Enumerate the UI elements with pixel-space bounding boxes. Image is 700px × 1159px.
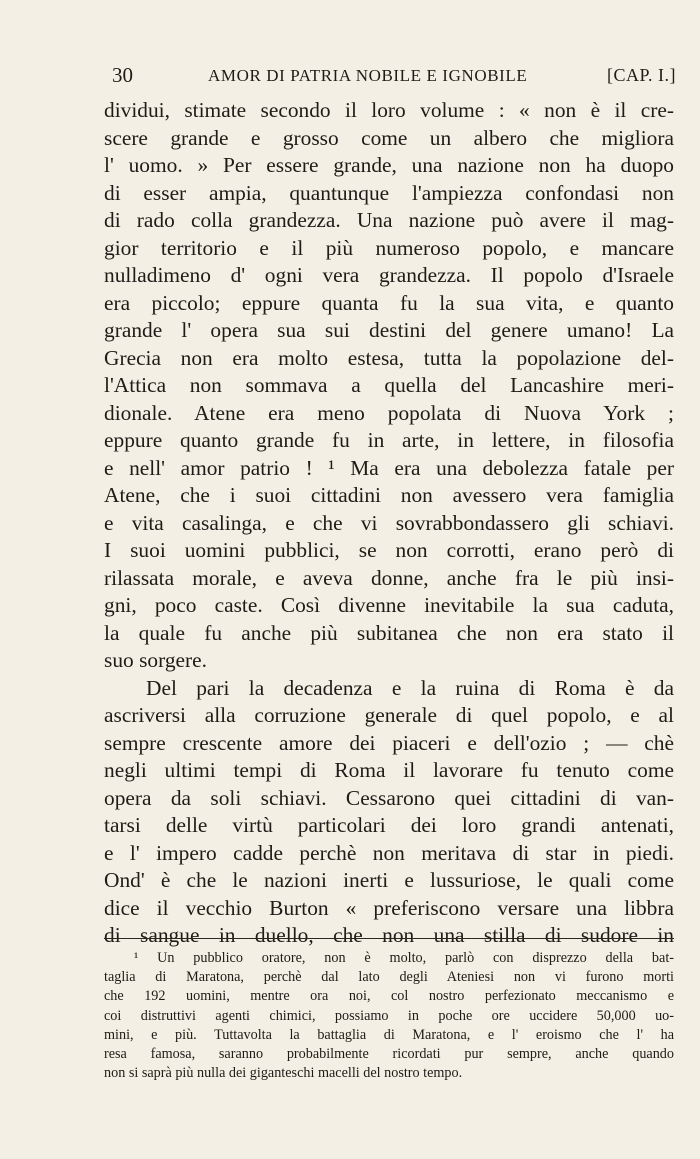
footnote-line: ¹ Un pubblico oratore, non è molto, parlò con disprezzo della bat- (134, 950, 674, 966)
text-line: di esser ampia, quantunque l'ampiezza confondasi non (104, 180, 674, 205)
running-title: AMOR DI PATRIA NOBILE E IGNOBILE (208, 66, 528, 85)
text-line: e vita casalinga, e che vi sovrabbondassero gli schiavi. (104, 510, 674, 535)
footnote-line: non si saprà più nulla dei giganteschi macelli del nostro tempo. (104, 1065, 463, 1082)
text-line: scere grande e grosso come un albero che migliora (104, 125, 674, 150)
chapter-reference: [CAP. I.] (606, 65, 676, 85)
text-line: l' uomo. » Per essere grande, una nazione non ha duopo (104, 153, 674, 177)
text-line: rilassata morale, e aveva donne, anche fra le più insi- (104, 565, 674, 590)
footnote (104, 949, 674, 1083)
text-line: ascriversi alla corruzione generale di quel popolo, e al (104, 703, 674, 727)
text-line: l'Attica non sommava a quella del Lancashire meri- (104, 373, 674, 397)
footnote-line: resa famosa, saranno probabilmente ricordati pur sempre, anche quando (104, 1045, 674, 1062)
text-line: dionale. Atene era meno popolata di Nuova York ; (104, 400, 674, 425)
paragraph-start-line: Del pari la decadenza e la ruina di Roma è da (146, 675, 674, 700)
footnote-line: taglia di Maratona, perchè dal lato degli Ateniesi non vi furono morti (104, 969, 674, 986)
text-line: gni, poco caste. Così divenne inevitabile la sua caduta, (104, 593, 674, 617)
text-line: eppure quanto grande fu in arte, in lettere, in filosofia (104, 428, 674, 452)
text-line: dice il vecchio Burton « preferiscono versare una libbra (104, 895, 674, 920)
page-number: 30 (112, 63, 133, 87)
text-line: di sangue in duello, che non una stilla di sudore in (104, 923, 674, 947)
text-line: I suoi uomini pubblici, se non corrotti, erano però di (104, 538, 674, 562)
footnote-line: mini, e più. Tuttavolta la battaglia di Maratona, e l' eroismo che l' ha (104, 1026, 674, 1043)
body-text (104, 97, 674, 950)
text-line: Atene, che i suoi cittadini non avessero vera famiglia (104, 483, 674, 507)
text-line: negli ultimi tempi di Roma il lavorare fu tenuto come (104, 758, 674, 782)
text-line: di rado colla grandezza. Una nazione può avere il mag- (104, 208, 674, 232)
text-line: nulladimeno d' ogni vera grandezza. Il popolo d'Israele (104, 263, 674, 287)
footnote-line: che 192 uomini, mentre ora noi, col nostro perfezionato meccanismo e (104, 988, 674, 1005)
text-line: era piccolo; eppure quanta fu la sua vita, e quanto (104, 290, 674, 315)
page-header (104, 60, 676, 90)
text-line: tarsi delle virtù particolari dei loro grandi antenati, (104, 813, 674, 837)
text-line: e l' impero cadde perchè non meritava di star in piedi. (104, 840, 674, 865)
text-line: Grecia non era molto estesa, tutta la popolazione del- (104, 345, 674, 370)
text-line: dividui, stimate secondo il loro volume : « non è il cre- (104, 98, 674, 122)
text-line: Ond' è che le nazioni inerti e lussuriose, le quali come (104, 868, 674, 892)
footnote-line: coi distruttivi agenti chimici, possiamo in poche ore uccidere 50,000 uo- (104, 1007, 674, 1024)
text-line: grande l' opera sua sui destini del genere umano! La (104, 318, 674, 342)
text-line: e nell' amor patrio ! ¹ Ma era una debolezza fatale per (104, 455, 674, 480)
text-line: gior territorio e il più numeroso popolo, e mancare (104, 235, 674, 260)
text-line: la quale fu anche più subitanea che non era stato il (104, 620, 674, 645)
footnote-divider (104, 938, 674, 939)
text-line: sempre crescente amore dei piaceri e dell'ozio ; — chè (104, 730, 674, 755)
paragraph-end-line: suo sorgere. (104, 648, 207, 672)
text-line: opera da soli schiavi. Cessarono quei cittadini di van- (104, 785, 674, 810)
